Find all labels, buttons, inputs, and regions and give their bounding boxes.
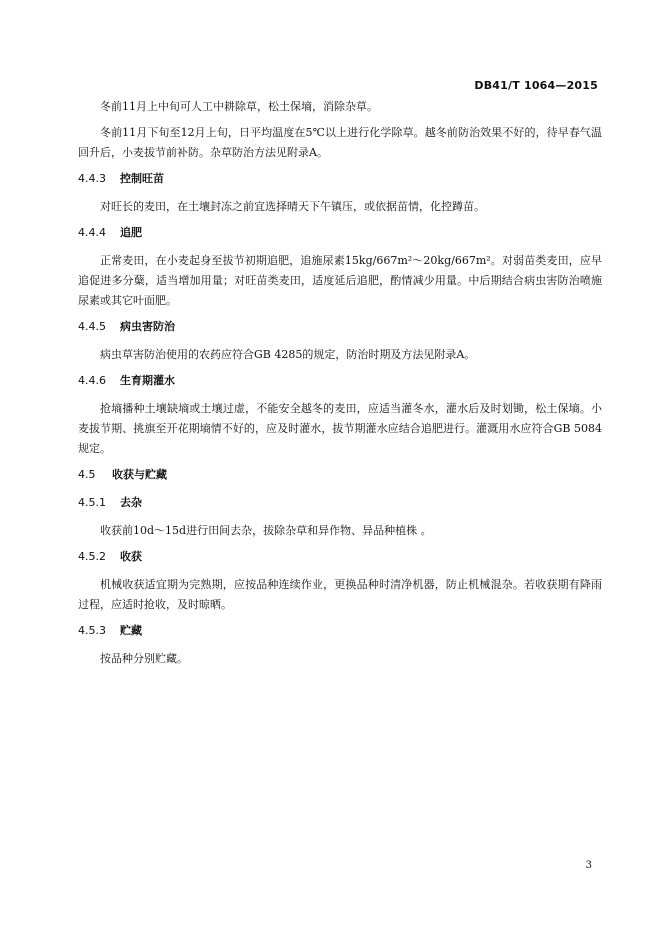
section-title: 病虫害防治 — [120, 320, 175, 333]
section-number: 4.4.5 — [78, 320, 106, 333]
section-heading — [78, 169, 602, 189]
section-title: 收获 — [120, 550, 142, 563]
section-number: 4.5.1 — [78, 496, 106, 509]
paragraph: 抢墒播种土壤缺墒或土壤过虚，不能安全越冬的麦田，应适当灌冬水，灌水后及时划锄，松土保墒。小麦拔节期、挑旗至开花期墒情不好的，应及时灌水，拔节期灌水应结合追肥进行。灌溉用水应符合GB 5084规定。 — [78, 402, 602, 455]
section-title: 贮藏 — [120, 624, 142, 637]
section-number: 4.4.6 — [78, 374, 106, 387]
paragraph: 病虫草害防治使用的农药应符合GB 4285的规定，防治时期及方法见附录A。 — [100, 348, 476, 361]
section-heading — [78, 621, 602, 641]
page-number: 3 — [585, 860, 592, 871]
document-body — [78, 97, 602, 675]
section-number: 4.5.3 — [78, 624, 106, 637]
paragraph: 冬前11月上中旬可人工中耕除草，松土保墒，消除杂草。 — [100, 100, 378, 113]
paragraph: 对旺长的麦田，在土壤封冻之前宜选择晴天下午镇压，或依据苗情，化控蹲苗。 — [100, 200, 485, 213]
section-title: 生育期灌水 — [120, 374, 175, 387]
paragraph: 冬前11月下旬至12月上旬，日平均温度在5℃以上进行化学除草。越冬前防治效果不好的，待早春气温回升后，小麦拔节前补防。杂草防治方法见附录A。 — [78, 126, 602, 159]
section-heading — [78, 493, 602, 513]
section-title: 收获与贮藏 — [112, 468, 167, 481]
paragraph: 按品种分别贮藏。 — [100, 652, 188, 665]
section-heading — [78, 223, 602, 243]
section-heading — [78, 371, 602, 391]
paragraph: 收获前10d～15d进行田间去杂，拔除杂草和异作物、异品种植株 。 — [100, 524, 432, 537]
section-heading — [78, 317, 602, 337]
standard-code: DB41/T 1064—2015 — [474, 79, 598, 92]
section-number: 4.4.4 — [78, 226, 106, 239]
paragraph: 机械收获适宜期为完熟期，应按品种连续作业，更换品种时清净机器，防止机械混杂。若收获期有降雨过程，应适时抢收，及时晾晒。 — [78, 578, 602, 611]
paragraph: 正常麦田，在小麦起身至拔节初期追肥，追施尿素15kg/667m²～20kg/667m²。对弱苗类麦田，应早追促进多分蘖，适当增加用量；对旺苗类麦田，适度延后追肥，酌情减少用量。中后期结合病虫害防治喷施尿素或其它叶面肥。 — [78, 254, 602, 307]
section-number: 4.5.2 — [78, 550, 106, 563]
section-title: 追肥 — [120, 226, 142, 239]
section-heading — [78, 465, 602, 485]
section-heading — [78, 547, 602, 567]
section-title: 控制旺苗 — [120, 172, 164, 185]
section-title: 去杂 — [120, 496, 142, 509]
section-number: 4.4.3 — [78, 172, 106, 185]
section-number: 4.5 — [78, 468, 96, 481]
